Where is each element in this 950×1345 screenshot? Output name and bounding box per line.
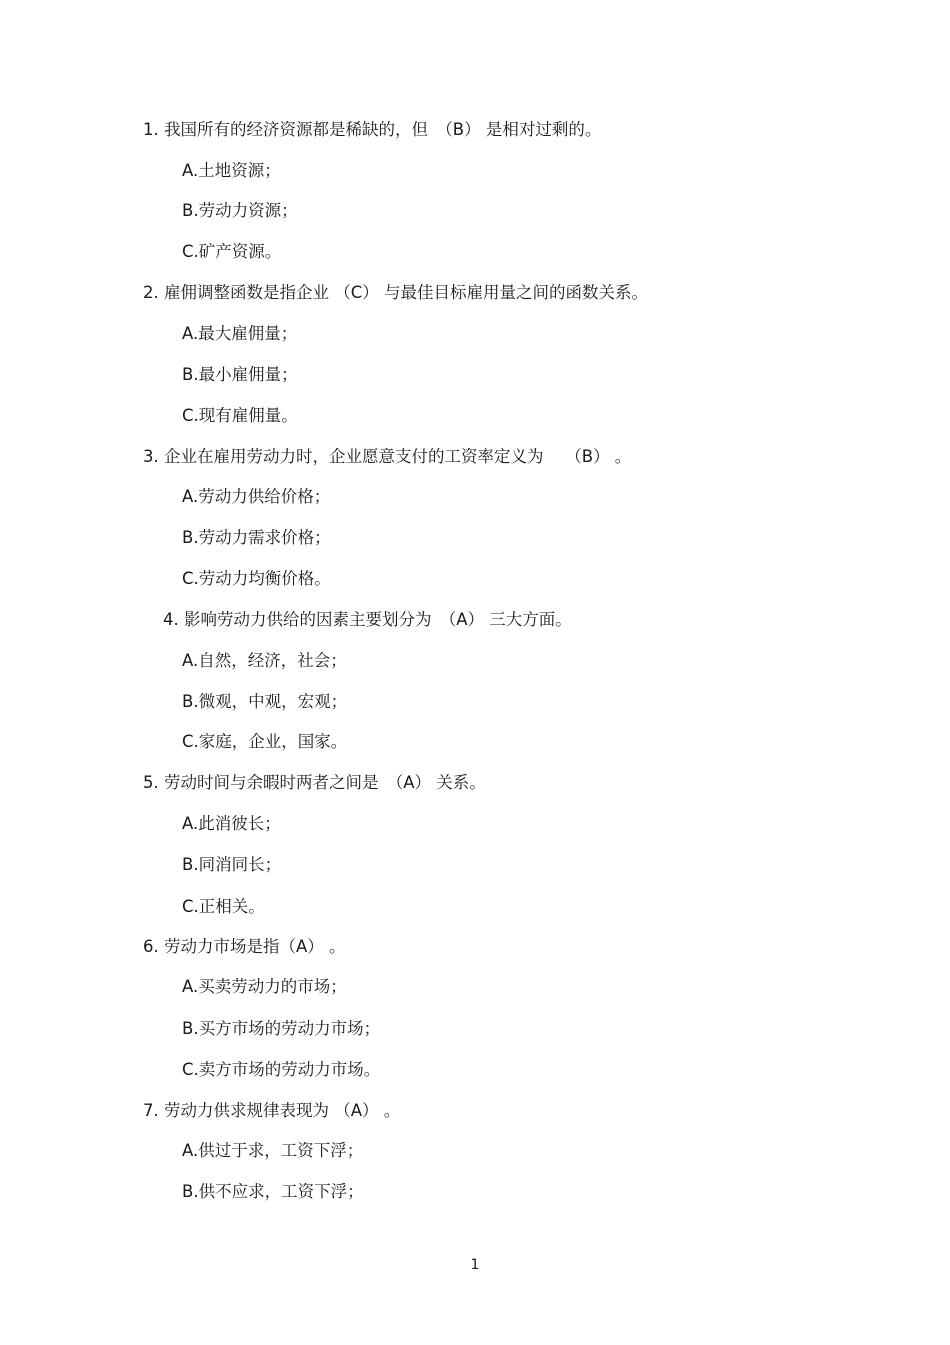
option-6c: C.卖方市场的劳动力市场。 [182,1060,381,1079]
option-4b: B.微观，中观，宏观； [182,692,348,711]
option-5c: C.正相关。 [182,897,265,916]
option-2a: A.最大雇佣量； [182,324,298,343]
option-3c: C.劳动力均衡价格。 [182,569,331,588]
option-3b: B.劳动力需求价格； [182,528,331,547]
question-number: 1. [143,120,159,139]
page-number: 1 [470,1257,480,1273]
question-text: 雇佣调整函数是指企业 （C） 与最佳目标雇用量之间的函数关系。 [164,283,649,302]
option-7a: A.供过于求，工资下浮； [182,1141,364,1160]
option-3a: A.劳动力供给价格； [182,487,331,506]
option-1a: A.土地资源； [182,161,281,180]
question-text: 劳动力供求规律表现为 （A） 。 [164,1101,401,1120]
option-6b: B.买方市场的劳动力市场； [182,1019,381,1038]
option-1c: C.矿产资源。 [182,242,282,261]
question-number: 4. [163,610,179,629]
question-1 [143,119,601,141]
option-7b: B.供不应求，工资下浮； [182,1182,364,1201]
question-number: 7. [143,1101,159,1120]
option-4c: C.家庭，企业，国家。 [182,732,348,751]
question-6 [143,936,346,958]
option-2c: C.现有雇佣量。 [182,406,298,425]
option-5a: A.此消彼长； [182,814,281,833]
option-1b: B.劳动力资源； [182,201,298,220]
question-text: 企业在雇用劳动力时，企业愿意支付的工资率定义为 （B） 。 [164,447,632,466]
question-number: 2. [143,283,159,302]
question-5 [143,772,486,794]
question-text: 我国所有的经济资源都是稀缺的，但 （B） 是相对过剩的。 [164,120,602,139]
question-4 [163,609,572,631]
option-6a: A.买卖劳动力的市场； [182,977,347,996]
question-2 [143,282,648,304]
question-number: 3. [143,447,159,466]
question-7 [143,1100,400,1122]
option-4a: A.自然，经济，社会； [182,651,347,670]
question-text: 劳动时间与余暇时两者之间是 （A） 关系。 [164,773,486,792]
option-5b: B.同消同长； [182,855,282,874]
option-2b: B.最小雇佣量； [182,365,298,384]
question-text: 影响劳动力供给的因素主要划分为 （A） 三大方面。 [184,610,572,629]
question-number: 5. [143,773,159,792]
question-text: 劳动力市场是指（A） 。 [164,937,346,956]
question-3 [143,446,631,468]
question-number: 6. [143,937,159,956]
